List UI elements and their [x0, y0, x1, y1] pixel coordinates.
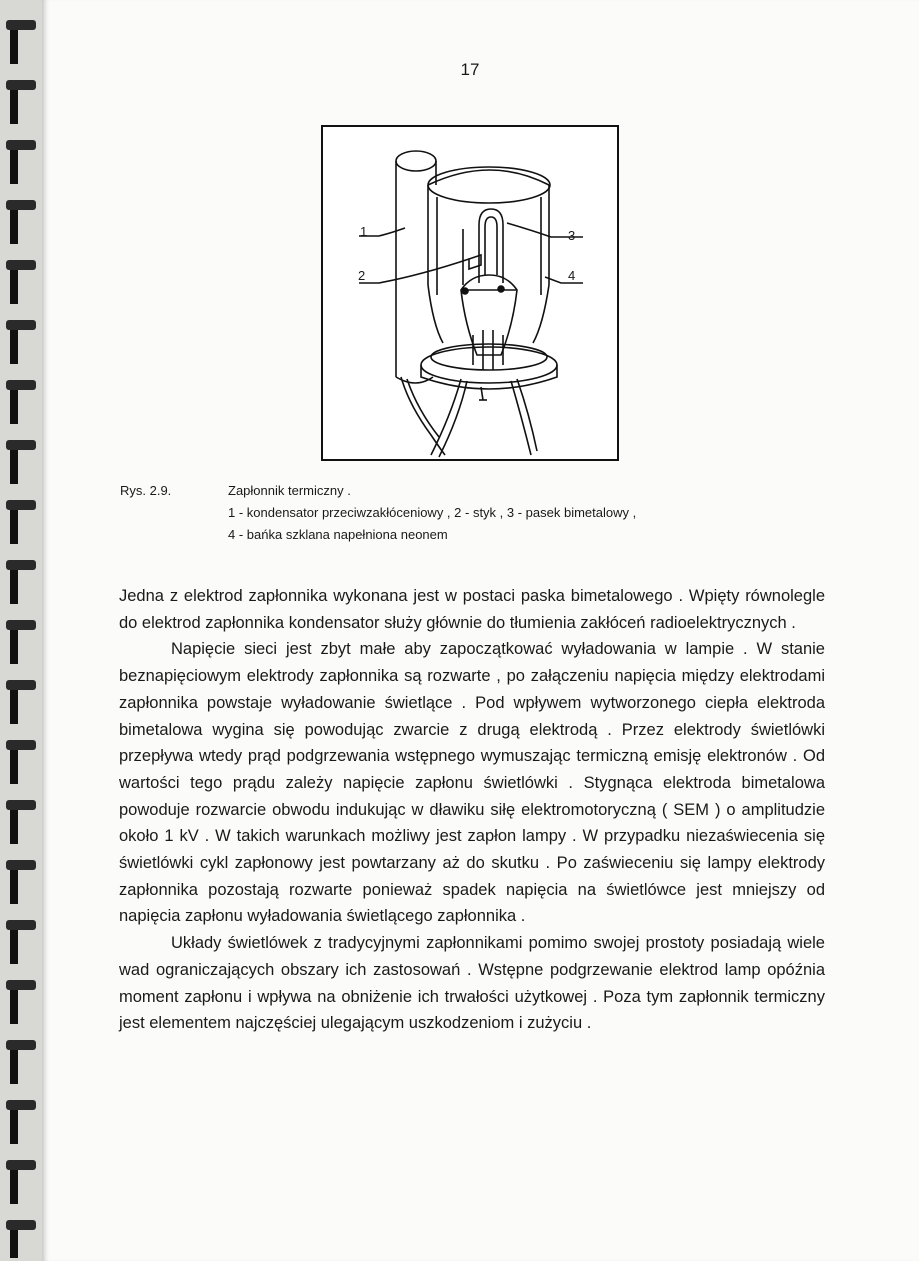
- spiral-binding: [0, 0, 42, 1261]
- electrode-dot-left: [462, 288, 468, 294]
- figure-label-4: 4: [568, 268, 576, 283]
- paragraph-3: Układy świetlówek z tradycyjnymi zapłonnikami pomimo swojej prostoty posiadają wiele wad ograniczających obszary ich zastosowań . Wstępne podgrzewanie elektrod lamp opóźnia moment zapłonu i wpływa na obniżenie ich trwałości użytkowej . Poza tym zapłonnik termiczny jest elementem najczęściej ulegającym uszkodzeniom i zużyciu .: [119, 934, 825, 1033]
- figure-label-3: 3: [568, 228, 576, 243]
- body-text: [119, 583, 825, 1037]
- figure-frame: [322, 126, 618, 460]
- electrode-dot-right: [498, 286, 504, 292]
- caption-line-2: 1 - kondensator przeciwzakłóceniowy , 2 - styk , 3 - pasek bimetalowy ,: [228, 505, 637, 520]
- binding-rings-graphic: [0, 0, 42, 1261]
- figure-label-1: 1: [360, 224, 368, 239]
- page-number: 17: [460, 60, 480, 79]
- caption-lines: [228, 480, 748, 546]
- figure-label-2: 2: [358, 268, 366, 283]
- figure-id: Rys. 2.9.: [120, 483, 172, 498]
- paragraph-1: Jedna z elektrod zapłonnika wykonana jest w postaci paska bimetalowego . Wpięty równolegle do elektrod zapłonnika kondensator służy głównie do tłumienia zakłóceń radioelektrycznych .: [119, 587, 825, 632]
- paragraph-2: Napięcie sieci jest zbyt małe aby zapoczątkować wyładowania w lampie . W stanie beznapięciowym elektrody zapłonnika są rozwarte , po załączeniu napięcia między elektrodami zapłonnika powstaje wyładowanie świetlące . Pod wpływem wytworzonego ciepła elektroda bimetalowa wygina się powodując zwarcie z drugą elektrodą . Przez elektrody świetlówki przepływa wtedy prąd podgrzewania wstępnego wymuszając termiczną emisję elektronów . Od wartości tego prądu zależy napięcie zapłonu świetlówki . Stygnąca elektroda bimetalowa powoduje rozwarcie obwodu indukując w dławiku siłę elektromotoryczną ( SEM ) o amplitudzie około 1 kV . W takich warunkach możliwy jest zapłon lampy . W przypadku niezaświecenia się świetlówki cykl zapłonowy jest powtarzany aż do skutku . Po zaświeceniu się lampy elektrody zapłonnika pozostają rozwarte ponieważ spadek napięcia na świetlówce jest mniejszy od napięcia zapłonu wyładowania świetlącego zapłonnika .: [119, 640, 825, 926]
- caption-title: Zapłonnik termiczny .: [228, 483, 351, 498]
- caption-line-3: 4 - bańka szklana napełniona neonem: [228, 527, 448, 542]
- glow-starter-figure: [321, 125, 619, 461]
